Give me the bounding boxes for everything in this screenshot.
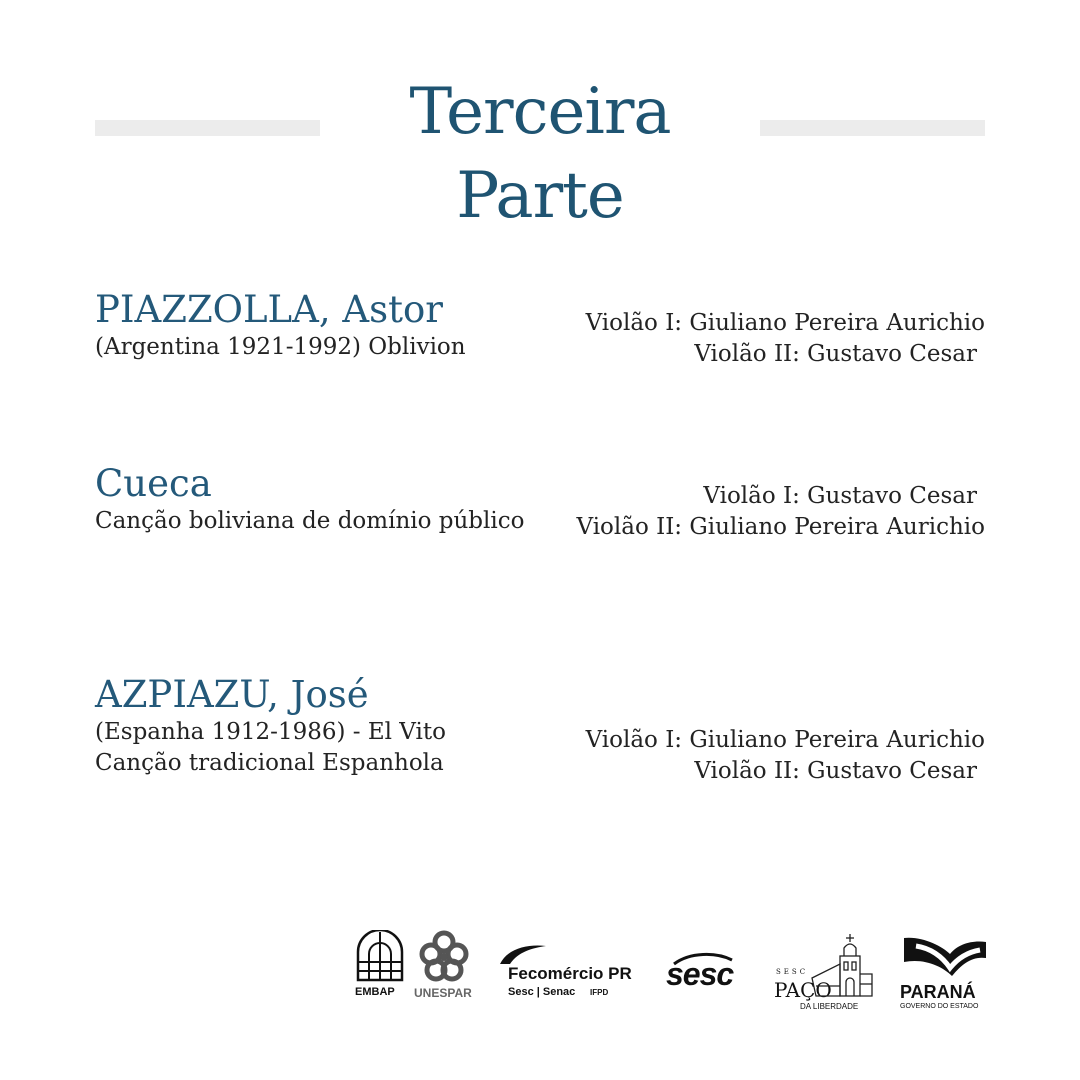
sesc-logo xyxy=(666,930,746,1010)
parana-flag-icon xyxy=(902,936,988,980)
performer-line: Violão I: Giuliano Pereira Aurichio xyxy=(585,727,985,753)
sesc-label: sesc xyxy=(666,956,734,992)
piece-description: (Espanha 1912-1986) - El Vito xyxy=(95,719,446,745)
embap-logo xyxy=(355,930,405,1010)
paco-sesc-label: SESC xyxy=(776,968,809,976)
performer-line: Violão II: Giuliano Pereira Aurichio xyxy=(576,514,985,540)
fecomercio-sub-label: Sesc | Senac xyxy=(508,986,576,998)
title-rule-right xyxy=(760,120,985,136)
parana-sub-label: GOVERNO DO ESTADO xyxy=(900,1003,979,1010)
page-title: Terceira Parte xyxy=(409,75,671,233)
performer-line: Violão II: Gustavo Cesar xyxy=(694,341,977,367)
piece-description: (Argentina 1921-1992) Oblivion xyxy=(95,334,466,360)
performer-line: Violão I: Giuliano Pereira Aurichio xyxy=(585,310,985,336)
program-item-piazzolla xyxy=(95,288,985,367)
piece-heading: PIAZZOLLA, Astor xyxy=(95,288,443,331)
paco-building-icon xyxy=(810,934,874,1000)
piece-heading: AZPIAZU, José xyxy=(95,673,369,716)
fecomercio-swoosh-icon xyxy=(498,942,548,966)
parana-logo xyxy=(900,930,990,1016)
fecomercio-label: Fecomércio PR xyxy=(508,964,632,983)
unespar-flower-icon xyxy=(416,930,472,982)
title-rule-left xyxy=(95,120,320,136)
parana-label: PARANÁ xyxy=(900,982,976,1002)
performer-line: Violão II: Gustavo Cesar xyxy=(694,758,977,784)
sponsor-logos xyxy=(350,930,990,1016)
paco-liberdade-logo xyxy=(774,930,874,1016)
paco-sub-label: DA LIBERDADE xyxy=(800,1002,859,1011)
fecomercio-ifpd-label: IFPD xyxy=(590,988,609,997)
performers xyxy=(586,308,985,370)
piece-description: Canção boliviana de domínio público xyxy=(95,508,525,534)
unespar-label: UNESPAR xyxy=(414,986,472,1000)
embap-label: EMBAP xyxy=(355,986,395,998)
unespar-logo xyxy=(412,930,476,1010)
embap-emblem-icon xyxy=(355,930,405,982)
program-item-azpiazu xyxy=(95,673,985,784)
piece-heading: Cueca xyxy=(95,462,212,505)
paco-label: PAÇO xyxy=(774,978,832,1002)
performer-line: Violão I: Gustavo Cesar xyxy=(703,483,977,509)
performers xyxy=(586,725,985,787)
performers xyxy=(576,481,985,543)
title-row xyxy=(95,70,985,233)
fecomercio-logo xyxy=(496,930,646,1010)
program-item-cueca xyxy=(95,462,985,540)
piece-description: Canção tradicional Espanhola xyxy=(95,750,444,776)
